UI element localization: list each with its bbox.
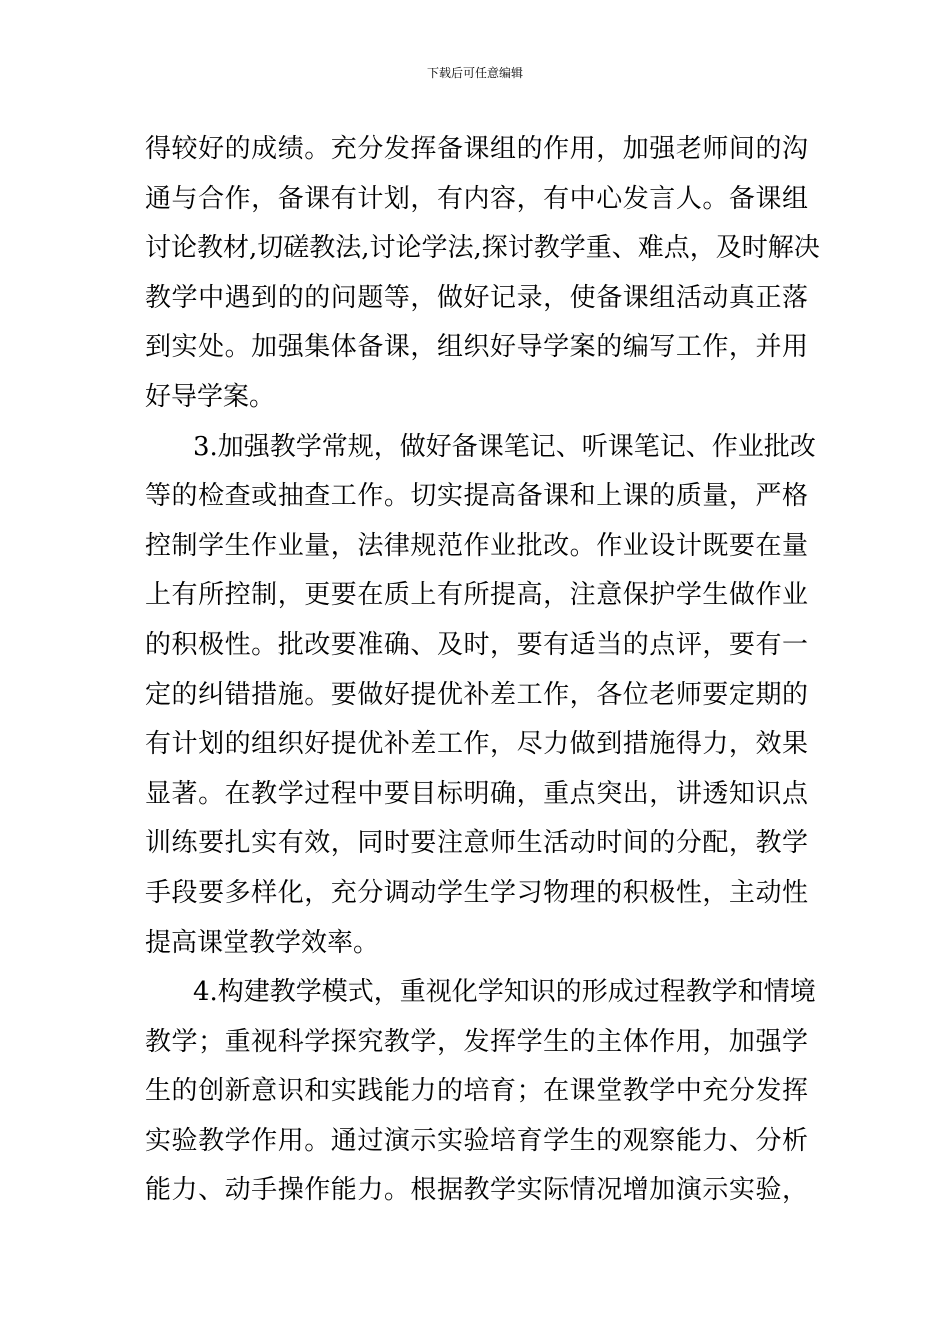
paragraph-end-line: 提高课堂教学效率。 — [145, 927, 380, 958]
text-line: 通与合作，备课有计划，有内容，有中心发言人。备课组 — [145, 183, 808, 214]
text-line: 生的创新意识和实践能力的培育；在课堂教学中充分发挥 — [145, 1076, 808, 1107]
text-line: 手段要多样化，充分调动学生学习物理的积极性，主动性 — [145, 877, 808, 908]
text-line: 能力、动手操作能力。根据教学实际情况增加演示实验， — [145, 1175, 808, 1206]
text-line: 讨论教材,切磋教法,讨论学法,探讨教学重、难点，及时解决 — [145, 233, 820, 264]
text-line: 有计划的组织好提优补差工作，尽力做到措施得力，效果 — [145, 729, 808, 760]
text-line: 得较好的成绩。充分发挥备课组的作用，加强老师间的沟 — [145, 134, 808, 164]
text-line: 教学；重视科学探究教学，发挥学生的主体作用，加强学 — [145, 1026, 808, 1057]
paragraph-start-line: 4.构建教学模式，重视化学知识的形成过程教学和情境 — [193, 977, 816, 1008]
text-line: 训练要扎实有效，同时要注意师生活动时间的分配，教学 — [145, 828, 808, 859]
text-line: 到实处。加强集体备课，组织好导学案的编写工作，并用 — [145, 332, 808, 363]
document-body — [145, 125, 820, 1216]
paragraph-start-line: 3.加强教学常规，做好备课笔记、听课笔记、作业批改 — [193, 431, 816, 462]
text-line: 教学中遇到的的问题等，做好记录，使备课组活动真正落 — [145, 282, 808, 313]
text-line: 显著。在教学过程中要目标明确，重点突出，讲透知识点 — [145, 778, 808, 809]
text-line: 上有所控制，更要在质上有所提高，注意保护学生做作业 — [145, 580, 808, 611]
text-line: 实验教学作用。通过演示实验培育学生的观察能力、分析 — [145, 1125, 808, 1156]
text-line: 定的纠错措施。要做好提优补差工作，各位老师要定期的 — [145, 679, 808, 710]
page-header: 下载后可任意编辑 — [426, 66, 523, 80]
text-line: 等的检查或抽查工作。切实提高备课和上课的质量，严格 — [145, 481, 808, 512]
text-line: 控制学生作业量，法律规范作业批改。作业设计既要在量 — [145, 530, 808, 561]
paragraph-end-line: 好导学案。 — [145, 381, 276, 412]
text-line: 的积极性。批改要准确、及时，要有适当的点评，要有一 — [145, 629, 808, 660]
